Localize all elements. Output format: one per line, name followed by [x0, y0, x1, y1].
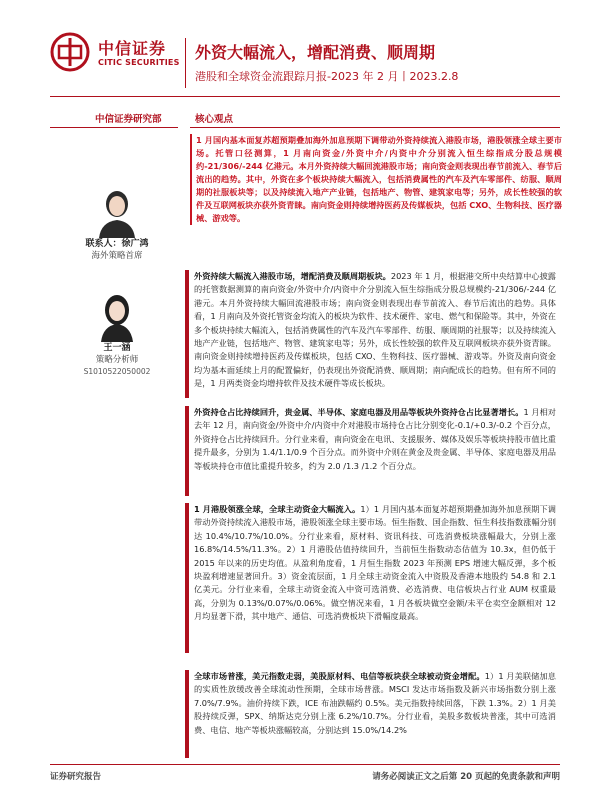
section-lead: 外资持续大幅流入港股市场，增配消费及顺周期板块。 [194, 271, 391, 281]
analyst-role: 海外策略首席 [91, 251, 143, 261]
footer-disclaimer: 请务必阅读正文之后第 20 页起的免责条款和声明 [372, 772, 560, 782]
section-lead: 1 月港股领涨全球，全球主动资金大幅流入。 [194, 504, 361, 514]
analyst-photo-icon [95, 186, 139, 238]
citic-logo-icon [50, 32, 90, 72]
core-views-label: 核心观点 [195, 114, 234, 125]
analyst-role: 策略分析师 [95, 355, 139, 365]
citic-logo [50, 32, 190, 80]
section-paragraph [194, 670, 556, 758]
section-body: 1）1 月国内基本面复苏超预期叠加海外加息预期下调带动外资持续流入港股市场，港股领涨全球主要市场。恒生指数、国企指数、恒生科技指数涨幅分别达 10.4%/10.7%/10.0%。分行业来看，原材料、资讯科技、可选消费板块涨幅最大，分别上涨 16.8%/14.5%/11.3%。2）1 月港股估值持续回升，当前恒生指数动态估值为 10.3x，但仍低于 2015 年以来的历史均值。从盈利角度看，1 月恒生指数 2023 年预测 EPS 增速大幅反弹，多个板块盈利增速显著回升。3）资金流层面，1 月全球主动资金流入中资股及香港本地股约 54.8 和 2.1 亿美元。分行业来看，全球主动资金流入中资可选消费、必选消费、电信板块占行业 AUM 权重最高，分别为 0.13%/0.07%/0.06%。做空情况来看，1 月各板块做空金额/未平仓卖空金额相对 12 月均显著下滑，其中地产、通信、可选消费板块下滑幅度最高。 [194, 504, 556, 622]
footer-report-type: 证券研究报告 [50, 772, 102, 782]
institute-label: 中信证券研究部 [95, 114, 162, 125]
section-marker [185, 406, 189, 496]
footer-rule [50, 764, 560, 765]
section-paragraph [194, 406, 556, 473]
section-marker [185, 503, 189, 653]
section-marker [185, 670, 189, 758]
logo-english-text: CITIC SECURITIES [98, 58, 180, 67]
analyst-photo-icon [95, 290, 139, 342]
section-body: 1 月相对去年 12 月，南向资金/外资中介/内资中介对港股市场持仓占比分别变化-0.1/+0.3/-0.2 个百分点，外资持仓占比持续回升。分行业来看，南向资金在电讯、支援服务、媒体及娱乐等板块持股市值比重提升最多，分别为 1.4/1.1/0.9 个百分点。而外资中介则在黄金及贵金属、半导体、家庭电器及用品等板块持仓市值比重提升较多，约为 2.0 /1.3 /1.2 个百分点。 [194, 407, 556, 471]
analyst-card [62, 290, 172, 378]
report-title: 外资大幅流入，增配消费、顺周期 [195, 43, 436, 62]
analyst-card [62, 186, 172, 262]
section-lead: 外资持仓占比持续回升，贵金属、半导体、家庭电器及用品等板块外资持仓占比显著增长。 [194, 407, 524, 417]
section-paragraph [194, 503, 556, 624]
header-divider [185, 38, 186, 88]
analyst-name: 王一涵 [103, 343, 131, 353]
section-paragraph [194, 270, 556, 391]
right-column-rule [190, 127, 560, 128]
logo-chinese-text: 中信证券 [98, 39, 167, 58]
header-rule [50, 96, 560, 97]
summary-highlight: 1 月国内基本面复苏超预期叠加海外加息预期下调带动外资持续流入港股市场，港股领涨全球主要市场。托管口径测算，1 月南向资金/外资中介/内资中介分别流入恒生综指成分股总规模约-21/306/-244 亿港元。本月外资持续大幅回流港股市场；南向资金则表现出春节前流入、春节后流出的趋势。其中，外资在多个板块持续大幅流入，包括消费属性的汽车及汽车零部件、纺服、顺周期的社服板块等；以及持续流入地产产业链，包括地产、物管、建筑家电等；另外，成长性较强的软件及互联网板块亦获外资青睐。南向资金则持续增持医药及传媒板块，包括 CXO、生物科技、医疗器械、游戏等。 [190, 134, 562, 225]
section-body: 1）1 月美联储加息的实质性放缓改善全球流动性预期，全球市场普涨。MSCI 发达市场指数及新兴市场指数分别上涨 7.0%/7.9%。油价持续下跌，ICE 布油跌幅约 0.5%。美元指数持续回落，下跌 1.3%。2）1 月美股持续反弹，SPX、纳斯达克分别上涨 6.2%/10.7%。分行业看，美股多数板块普涨，其中可选消费、电信、地产等板块涨幅较高，分别达到 15.0%/14.2% [194, 671, 556, 735]
section-marker [185, 270, 189, 398]
section-body: 2023 年 1 月，根据港交所中央结算中心披露的托管数据测算的南向资金/外资中介/内资中介分别流入恒生综指成分股总规模约-21/306/-244 亿港元。本月外资持续大幅回流港股市场；南向资金则表现出春节前流入、春节后流出的趋势。具体看，1 月南向及外资托管资金均流入的板块为软件、技术硬件、家电、燃气和保险等。其中，外资在多个板块持续大幅流入，包括消费属性的汽车及汽车零部件、纺服、顺周期的社服等；以及持续流入地产产业链，包括地产、物管、建筑家电等；另外，成长性较强的软件及互联网板块亦获外资青睐。南向资金则持续增持医药及传媒板块，包括 CXO、生物科技、医疗器械、游戏等。外资及南向资金均为基本面延续上月的配置偏好，仍表现出外资配消费、顺周期；南向配成长的趋势。但有所不同的是，1 月两类资金均增持软件及技术硬件等成长板块。 [194, 271, 556, 389]
analyst-certificate: S1010522050002 [83, 367, 151, 376]
section-lead: 全球市场普涨，美元指数走弱，美股原材料、电信等板块获全球被动资金增配。 [194, 671, 485, 681]
analyst-contact: 联系人：徐广鸿 [85, 239, 149, 249]
left-column-rule [50, 127, 178, 128]
report-subtitle: 港股和全球资金流跟踪月报-2023 年 2 月丨2023.2.8 [195, 70, 459, 83]
